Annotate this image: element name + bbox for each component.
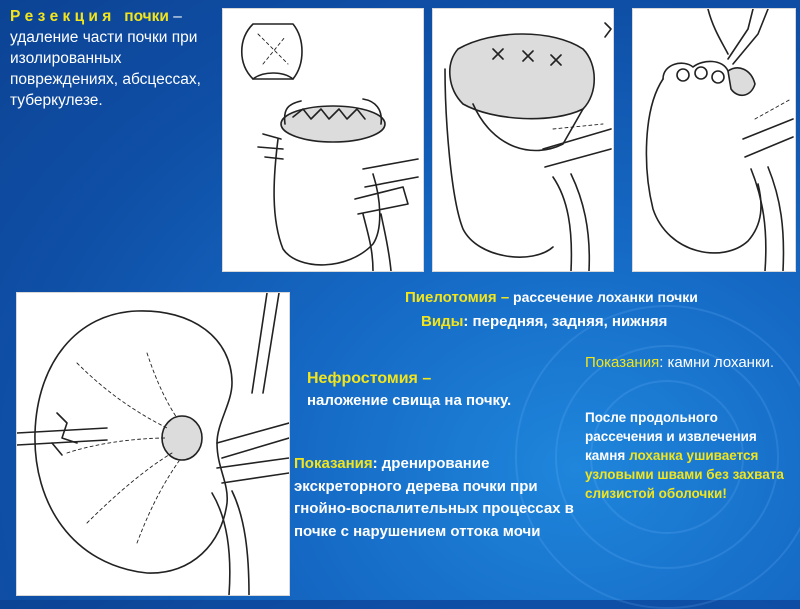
nephrostomy-indications <box>294 453 584 543</box>
pyelotomy-heading <box>405 287 800 308</box>
pyelotomy-types <box>421 312 667 332</box>
pyelotomy-indications-label: Показания <box>585 354 660 371</box>
pyelotomy-types-label: Виды <box>421 313 464 330</box>
pyelotomy-types-list: : передняя, задняя, нижняя <box>463 313 668 330</box>
pyelotomy-indications-text: : камни лоханки. <box>659 354 775 371</box>
nephrostomy-title: Нефростомия – <box>307 370 432 387</box>
pyelotomy-illustration-1 <box>432 8 614 272</box>
nephrostomy-indications-text: : дренирование экскреторного дерева почки при гнойно-воспалительных процессах в почке с нарушением оттока мочи <box>294 455 574 540</box>
nephrostomy-block <box>307 368 517 412</box>
pyelotomy-note-yellow: лоханка ушивается узловыми швами без захвата слизистой оболочки! <box>585 448 784 501</box>
nephrostomy-illustration <box>16 292 290 596</box>
nephrostomy-description: наложение свища на почку. <box>307 392 512 409</box>
resection-description: – удаление части почки при изолированных повреждениях, абсцессах, туберкулезе. <box>10 8 201 109</box>
pyelotomy-definition: рассечение лоханки почки <box>509 289 698 305</box>
nephrostomy-indications-label: Показания <box>294 455 373 472</box>
pyelotomy-note-white: После продольного рассечения и извлечения камня <box>585 410 757 463</box>
resection-illustration <box>222 8 424 272</box>
pyelotomy-title: Пиелотомия – <box>405 289 510 306</box>
pyelotomy-note <box>585 408 785 503</box>
resection-block <box>10 6 215 111</box>
resection-title: Р е з е к ц и я почки <box>10 8 169 25</box>
pyelotomy-illustration-2 <box>632 8 796 272</box>
pyelotomy-indications <box>585 352 780 373</box>
